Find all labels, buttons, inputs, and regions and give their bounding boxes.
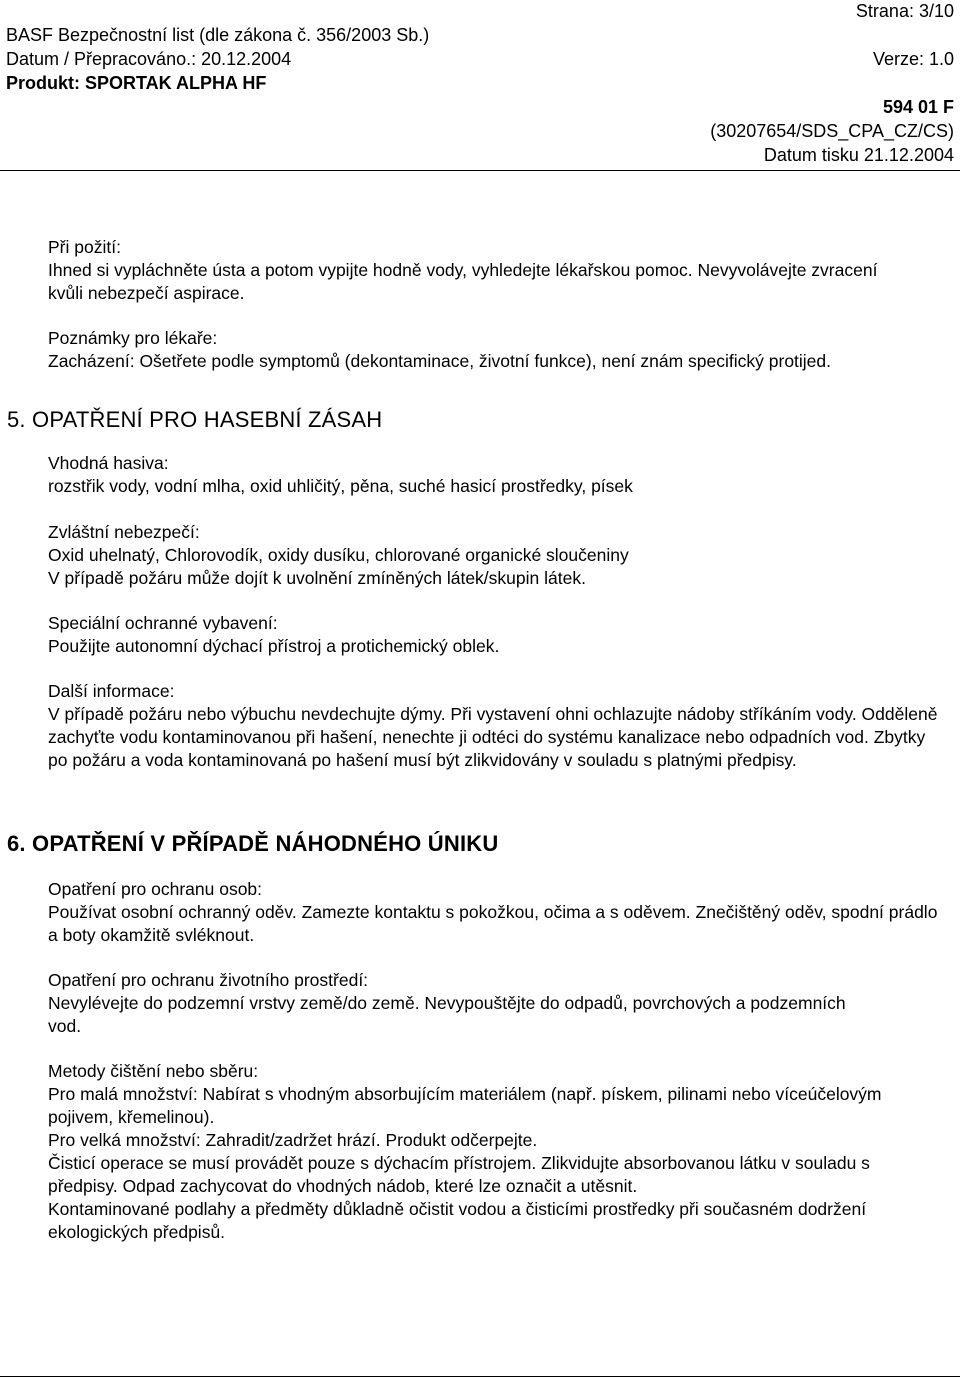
protective-equipment-label: Speciální ochranné vybavení:	[48, 613, 278, 633]
further-information-text: V případě požáru nebo výbuchu nevdechujte dýmy. Při vystavení ohni ochlazujte nádoby stříkáním vody. Odděleně zachyťte vodu kontaminovanou při hašení, nenechte ji odtéci do systému kanalizace nebo odpadních vod. Zbytky po požáru a voda kontaminovaná po hašení musí být zlikvidovány v souladu s platnými předpisy.	[48, 704, 938, 770]
document-body	[7, 236, 948, 1244]
cleanup-large-quantities: Pro velká množství: Zahradit/zadržet hrází. Produkt odčerpejte.	[48, 1130, 538, 1150]
personal-precautions-text: Používat osobní ochranný oděv. Zamezte kontaktu s pokožkou, očima a s oděvem. Znečištěný oděv, spodní prádlo a boty okamžitě svléknout.	[48, 902, 938, 945]
cleanup-operations: Čisticí operace se musí provádět pouze s dýchacím přístrojem. Zlikvidujte absorbovanou látku v souladu s předpisy. Odpad zachycovat do vhodných nádob, které lze označit a utěsnit.	[48, 1153, 870, 1196]
environmental-precautions-text: Nevylévejte do podzemní vrstvy země/do země. Nevypouštějte do odpadů, povrchových a podzemních vod.	[48, 993, 846, 1036]
section-5-title: 5. OPATŘENÍ PRO HASEBNÍ ZÁSAH	[7, 407, 383, 432]
cleanup-methods-label: Metody čištění nebo sběru:	[48, 1061, 259, 1081]
environmental-precautions-block	[48, 969, 948, 1038]
product-code: 594 01 F	[882, 97, 954, 117]
page-number: Strana: 3/10	[855, 1, 954, 21]
extinguishing-media-block	[48, 452, 948, 498]
extinguishing-media-text: rozstřik vody, vodní mlha, oxid uhličitý, pěna, suché hasicí prostředky, písek	[48, 476, 633, 496]
document-title: BASF Bezpečnostní list (dle zákona č. 356/2003 Sb.)	[6, 25, 430, 45]
special-hazards-line-2: V případě požáru může dojít k uvolnění zmíněných látek/skupin látek.	[48, 568, 586, 588]
doctor-notes-block	[48, 327, 948, 373]
special-hazards-line-1: Oxid uhelnatý, Chlorovodík, oxidy dusíku, chlorované organické sloučeniny	[48, 545, 629, 565]
footer-divider	[0, 1376, 960, 1377]
special-hazards-block	[48, 521, 948, 590]
header-divider	[0, 170, 960, 171]
personal-precautions-block	[48, 878, 948, 947]
doctor-notes-label: Poznámky pro lékaře:	[48, 328, 218, 348]
environmental-precautions-label: Opatření pro ochranu životního prostředí:	[48, 970, 369, 990]
ingestion-label: Při požití:	[48, 237, 121, 257]
ingestion-block	[48, 236, 948, 305]
print-date: Datum tisku 21.12.2004	[763, 145, 954, 165]
product-name: SPORTAK ALPHA HF	[85, 73, 267, 93]
cleanup-small-quantities: Pro malá množství: Nabírat s vhodným absorbujícím materiálem (např. pískem, pilinami nebo víceúčelovým pojivem, křemelinou).	[48, 1084, 882, 1127]
personal-precautions-label: Opatření pro ochranu osob:	[48, 879, 263, 899]
cleanup-floors: Kontaminované podlahy a předměty důkladně očistit vodou a čisticími prostředky při současném dodržení ekologických předpisů.	[48, 1199, 867, 1242]
product-label: Produkt:	[6, 73, 80, 93]
cleanup-methods-block	[48, 1060, 948, 1244]
ingestion-text: Ihned si vypláchněte ústa a potom vypijte hodně vody, vyhledejte lékařskou pomoc. Nevyvolávejte zvracení kvůli nebezpečí aspirace.	[48, 260, 878, 303]
revision-date: Datum / Přepracováno.: 20.12.2004	[6, 49, 292, 69]
section-6-title: 6. OPATŘENÍ V PŘÍPADĚ NÁHODNÉHO ÚNIKU	[7, 831, 499, 856]
protective-equipment-block	[48, 612, 948, 658]
product-line	[6, 72, 266, 94]
version: Verze: 1.0	[872, 49, 954, 69]
sds-code: (30207654/SDS_CPA_CZ/CS)	[710, 121, 954, 141]
protective-equipment-text: Použijte autonomní dýchací přístroj a protichemický oblek.	[48, 636, 500, 656]
extinguishing-media-label: Vhodná hasiva:	[48, 453, 169, 473]
special-hazards-label: Zvláštní nebezpečí:	[48, 522, 200, 542]
further-information-label: Další informace:	[48, 681, 175, 701]
doctor-notes-text: Zacházení: Ošetřete podle symptomů (dekontaminace, životní funkce), není znám specifický protijed.	[48, 351, 832, 371]
further-information-block	[48, 680, 948, 772]
